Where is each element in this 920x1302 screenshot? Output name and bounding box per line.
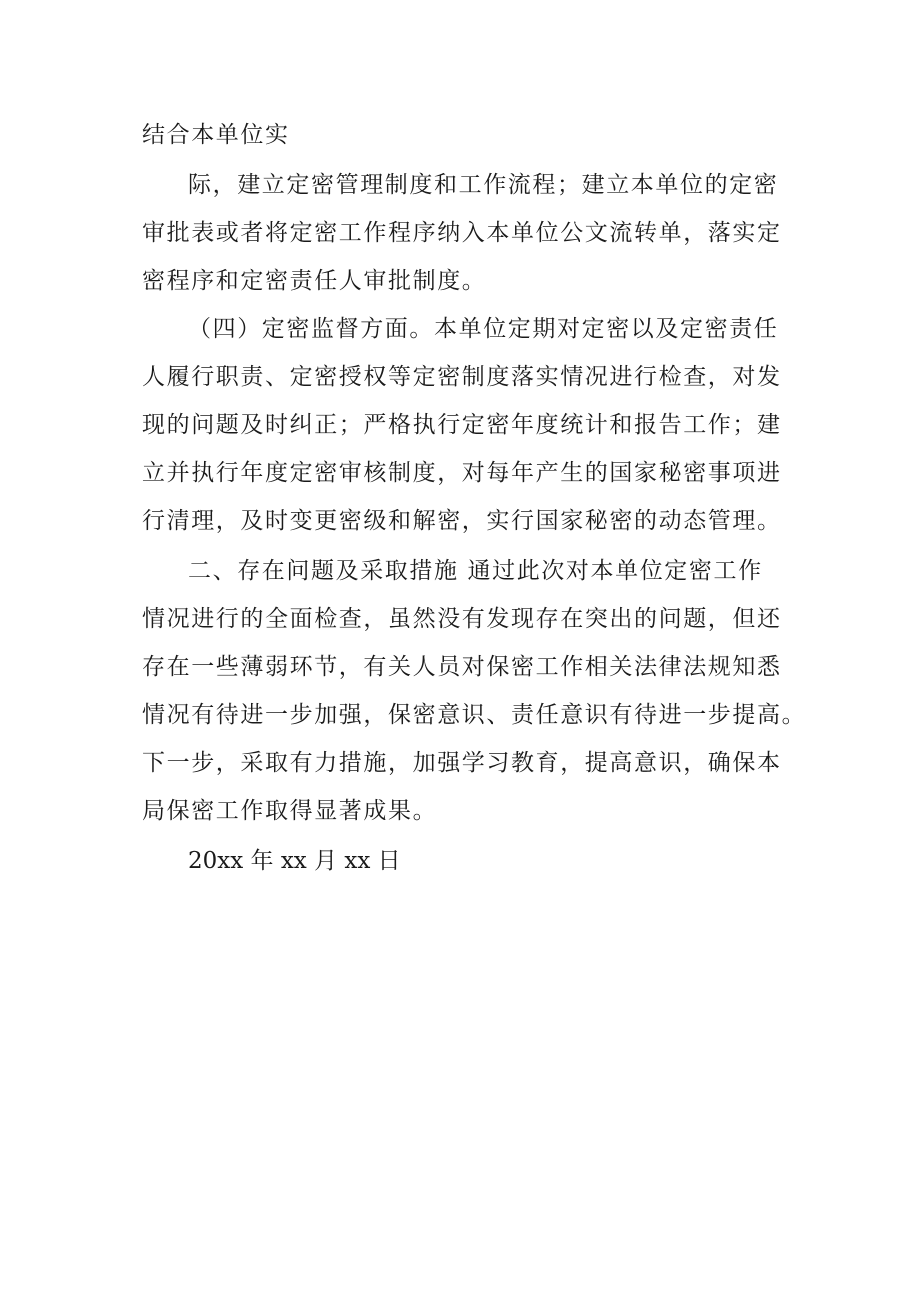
text-line: （四）定密监督方面。本单位定期对定密以及定密责任 <box>188 316 779 342</box>
text-line: 情况有待进一步加强，保密意识、责任意识有待进一步提高。 <box>142 702 807 728</box>
text-line: 情况进行的全面检查，虽然没有发现存在突出的问题，但还 <box>142 606 782 632</box>
text-line: 现的问题及时纠正；严格执行定密年度统计和报告工作；建 <box>142 412 782 438</box>
text-line: 审批表或者将定密工作程序纳入本单位公文流转单，落实定 <box>142 220 782 246</box>
text-line: 行清理，及时变更密级和解密，实行国家秘密的动态管理。 <box>142 508 782 534</box>
text-line: 密程序和定密责任人审批制度。 <box>142 268 487 294</box>
text-line: 存在一些薄弱环节，有关人员对保密工作相关法律法规知悉 <box>142 654 782 680</box>
text-line: 际，建立定密管理制度和工作流程；建立本单位的定密 <box>188 172 779 198</box>
date-line: 20xx 年 xx 月 xx 日 <box>188 848 401 874</box>
text-line: 二、存在问题及采取措施 通过此次对本单位定密工作 <box>188 558 763 584</box>
text-line: 人履行职责、定密授权等定密制度落实情况进行检查，对发 <box>142 364 782 390</box>
text-line: 局保密工作取得显著成果。 <box>142 798 438 824</box>
text-line: 结合本单位实 <box>142 122 290 148</box>
text-line: 下一步，采取有力措施，加强学习教育，提高意识，确保本 <box>142 750 782 776</box>
text-line: 立并执行年度定密审核制度，对每年产生的国家秘密事项进 <box>142 460 782 486</box>
